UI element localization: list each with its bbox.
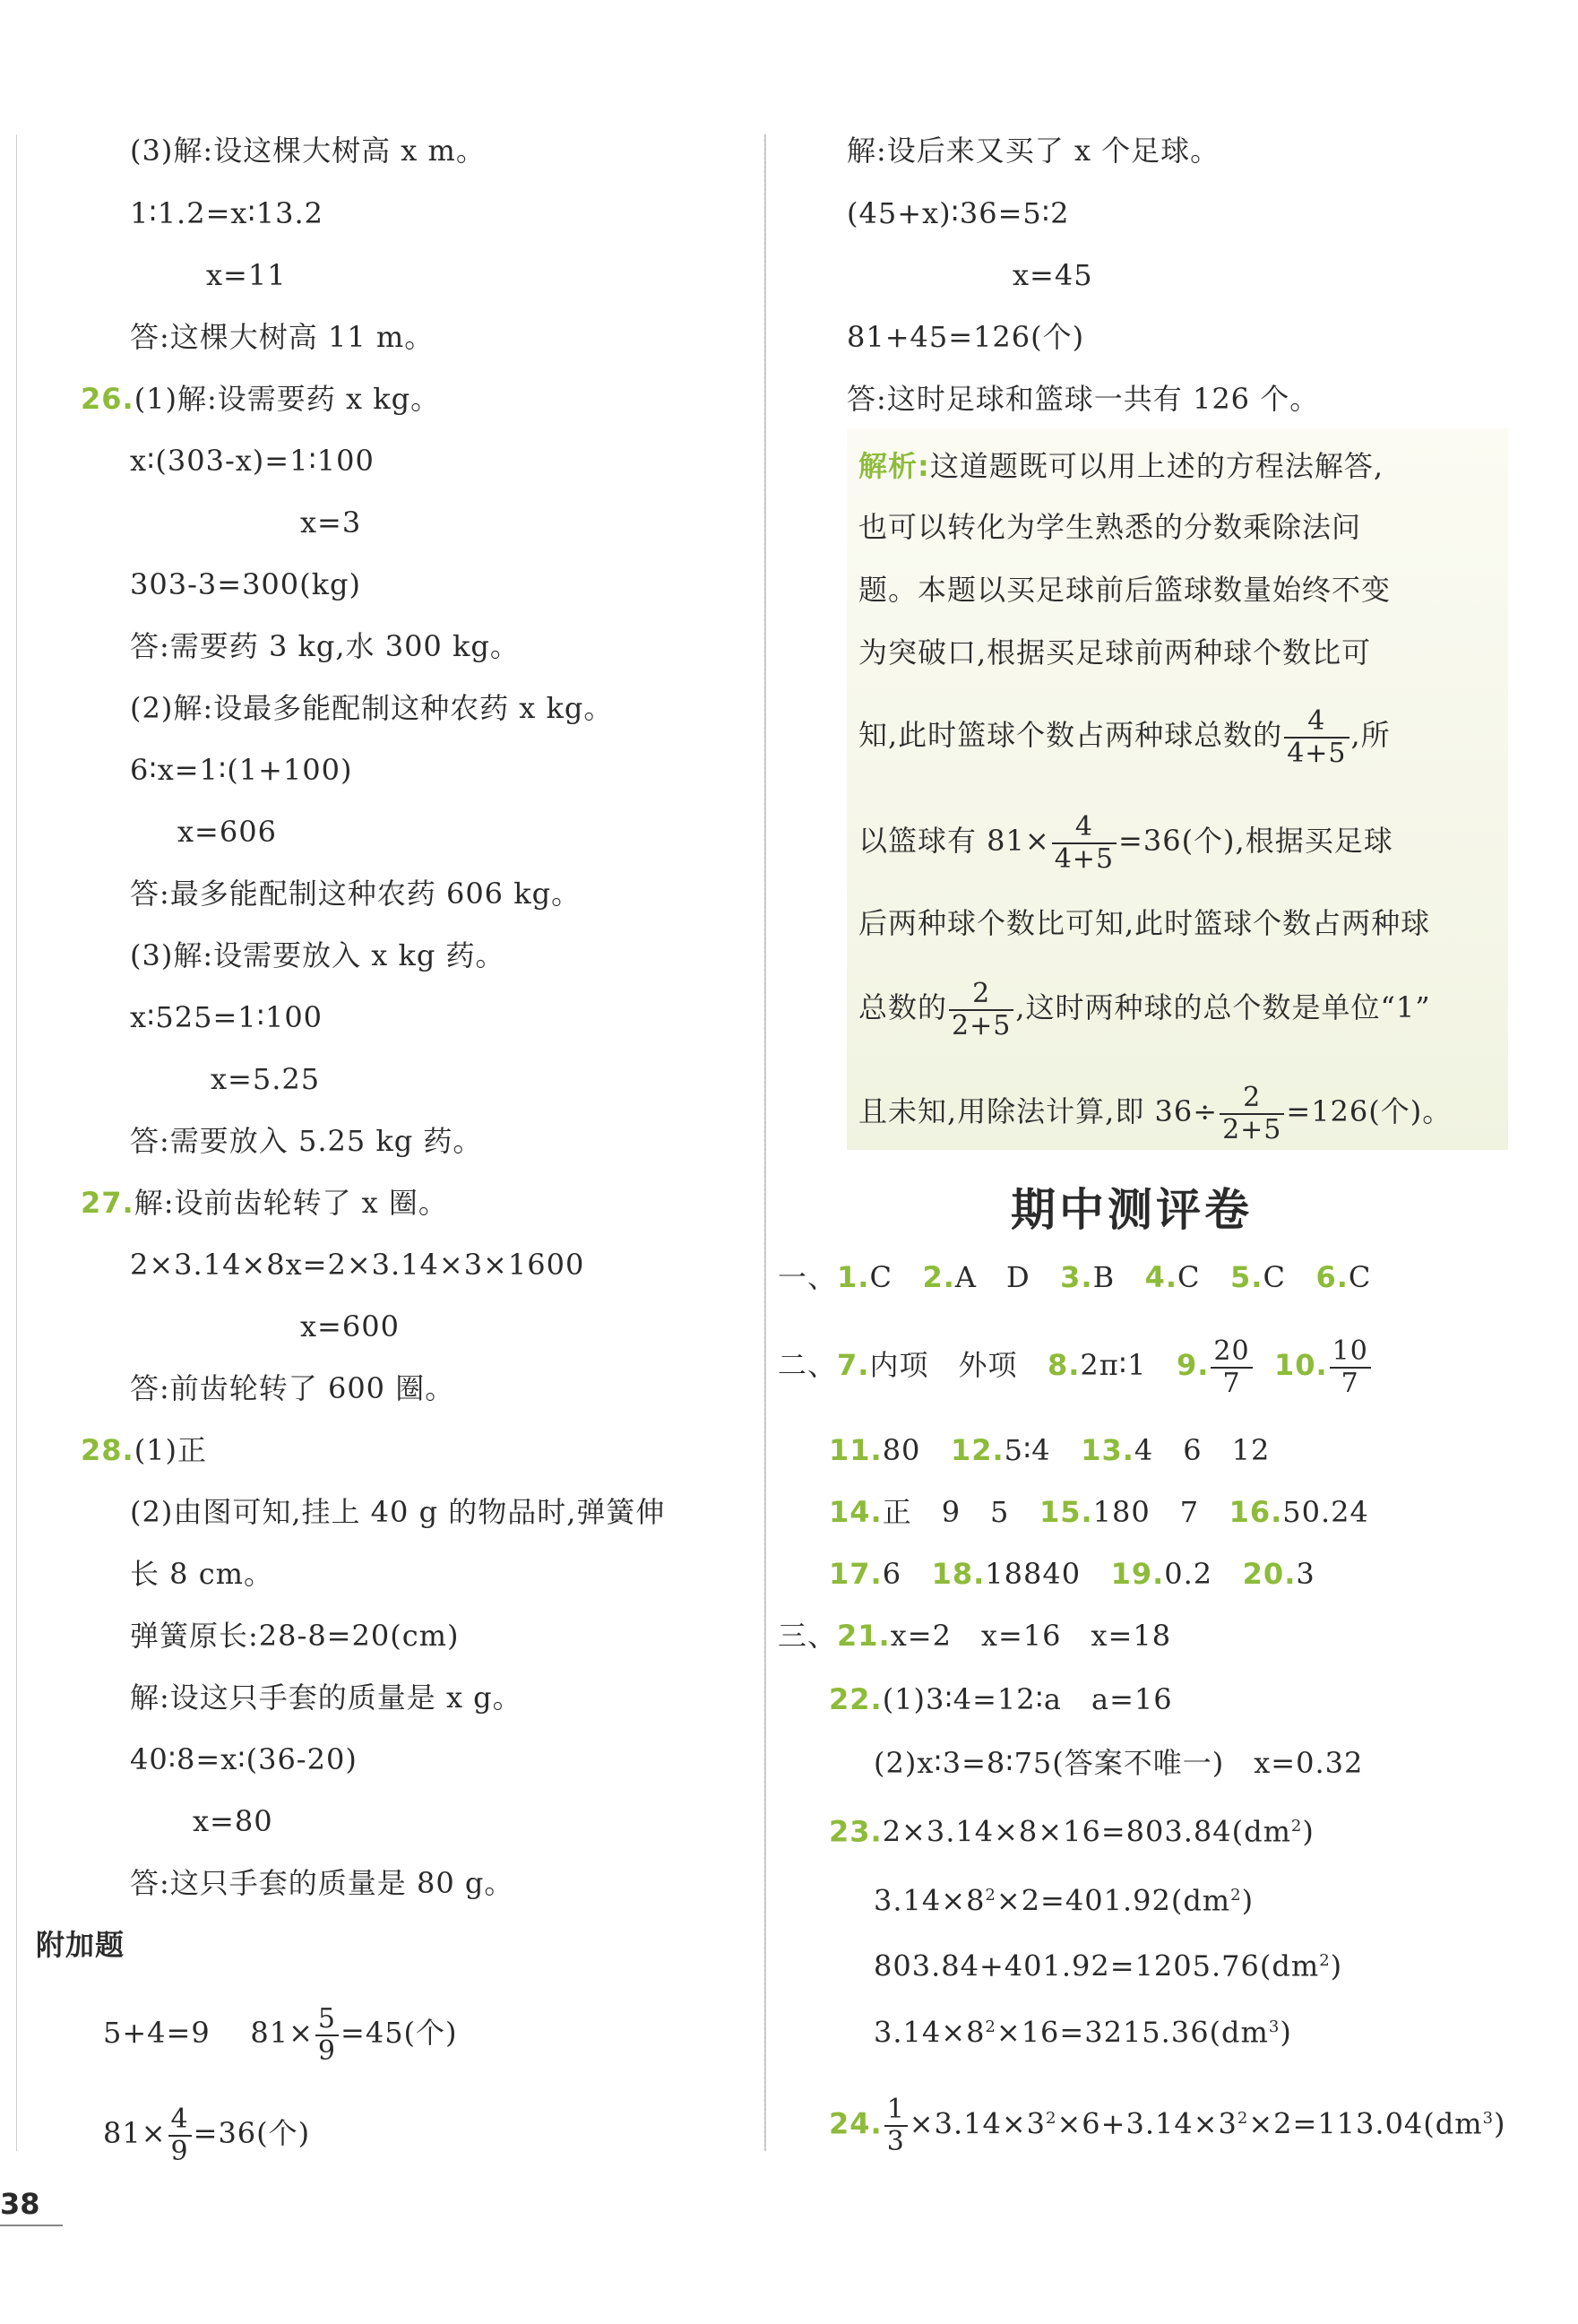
analysis-line-7: 后两种球个数比可知,此时篮球个数占两种球 <box>858 906 1431 940</box>
q26-2-equation: 6∶x=1∶(1+100) <box>130 753 353 787</box>
q27-label: 解:设前齿轮转了 x 圈。 <box>134 1186 448 1220</box>
section-3-q21: 三、21.x=2 x=16 x=18 <box>778 1619 1172 1653</box>
extra-line-1-mult: 81× <box>250 2016 314 2050</box>
section-2-row-2: 11.80 12.5∶4 13.4 6 12 <box>829 1433 1271 1467</box>
fraction: $\frac{4}{4+5}$ <box>1052 812 1117 875</box>
q26-3-solution: x=5.25 <box>211 1062 321 1096</box>
exam-title: 期中测评卷 <box>1011 1184 1253 1236</box>
q26-3-label: (3)解:设需要放入 x kg 药。 <box>130 938 505 972</box>
q25-3-answer: 答:这棵大树高 11 m。 <box>130 320 435 354</box>
r-label: 解:设后来又买了 x 个足球。 <box>847 134 1220 168</box>
q26-1-solution: x=3 <box>300 505 362 540</box>
left-margin-rule <box>16 134 17 2151</box>
analysis-line-6: 以篮球有 81× $\frac{4}{4+5}$ =36(个),根据买足球 <box>858 810 1393 875</box>
q26-2-solution: x=606 <box>177 815 277 849</box>
fraction: $\frac{5}{9}$ <box>315 2004 339 2067</box>
fraction: $\frac{4}{4+5}$ <box>1284 706 1349 769</box>
q26-3-answer: 答:需要放入 5.25 kg 药。 <box>130 1124 483 1158</box>
extra-line-1 <box>103 1997 458 2069</box>
section-1-prefix: 一、 <box>778 1260 838 1294</box>
analysis-line-8: 总数的 $\frac{2}{2+5}$ ,这时两种球的总个数是单位“1” <box>858 977 1431 1041</box>
section-1-answers: 一、1.C 2.A D 3.B 4.C 5.C 6.C <box>778 1260 1372 1294</box>
q25-3-solution: x=11 <box>206 258 287 292</box>
q23-line-1: $23.2\times 3.14\times 8\times 16=803.84(dm^2)$ <box>829 1814 1315 1849</box>
section-2-row-3: 14.正 9 5 15.180 7 16.50.24 <box>829 1495 1369 1529</box>
q28-number: 28. <box>81 1433 134 1467</box>
q27-solution: x=600 <box>300 1309 400 1343</box>
r-solution: x=45 <box>1013 258 1093 292</box>
fraction: $\frac{1}{3}$ <box>884 2095 908 2157</box>
q26-block <box>81 381 440 417</box>
column-divider <box>764 134 766 2151</box>
r-answer: 答:这时足球和篮球一共有 126 个。 <box>847 382 1320 416</box>
q25-3-equation: 1∶1.2=x∶13.2 <box>130 196 324 230</box>
analysis-line-2: 也可以转化为学生熟悉的分数乘除法问 <box>858 510 1362 544</box>
q22-2: (2)x∶3=8∶75(答案不唯一) x=0.32 <box>874 1746 1364 1780</box>
analysis-line-9: 且未知,用除法计算,即 36÷ $\frac{2}{2+5}$ =126(个)。 <box>858 1081 1453 1145</box>
page-number-underline <box>0 2225 63 2226</box>
fraction: $\frac{10}{7}$ <box>1330 1336 1371 1399</box>
q28-2-line1: (2)由图可知,挂上 40 g 的物品时,弹簧伸 <box>130 1495 666 1529</box>
q28-1: (1)正 <box>134 1433 208 1467</box>
extra-line-2-result: =36(个) <box>193 2116 311 2150</box>
q22-1: 22.(1)3∶4=12∶a a=16 <box>829 1682 1173 1716</box>
q24: 24. $\frac{1}{3}$ $\times 3.14\times 3^2\times 6+3.14\times 3^2\times 2=113.04(dm^3)$ <box>829 2094 1506 2158</box>
q23-line-3: $803.84+401.92=1205.76(dm^2)$ <box>874 1948 1343 1983</box>
q26-number: 26. <box>81 382 134 416</box>
extra-line-1-sum: 5+4=9 <box>103 2016 211 2050</box>
q25-3-label: (3)解:设这棵大树高 x m。 <box>130 134 486 168</box>
fraction: $\frac{2}{2+5}$ <box>949 979 1013 1041</box>
r-calc: 81+45=126(个) <box>847 320 1085 354</box>
q27-number: 27. <box>81 1186 134 1220</box>
extra-line-1-result: =45(个) <box>341 2016 458 2050</box>
q28-2-answer: 答:这只手套的质量是 80 g。 <box>130 1866 514 1900</box>
analysis-label: 解析: <box>858 449 930 483</box>
fraction: $\frac{2}{2+5}$ <box>1220 1083 1284 1145</box>
section-2-row-4: 17.6 18.18840 19.0.2 20.3 <box>829 1557 1315 1591</box>
q26-1-label: (1)解:设需要药 x kg。 <box>134 382 441 416</box>
analysis-line-1: 解析:这道题既可以用上述的方程法解答, <box>858 449 1384 483</box>
q27-block <box>81 1185 448 1221</box>
page-number: 38 <box>0 2187 40 2221</box>
q28-2-label: 解:设这只手套的质量是 x g。 <box>130 1680 522 1715</box>
q28-block <box>81 1432 207 1468</box>
q26-1-calc: 303-3=300(kg) <box>130 567 361 601</box>
analysis-line-5: 知,此时篮球个数占两种球总数的 $\frac{4}{4+5}$ ,所 <box>858 704 1391 769</box>
q27-equation: 2×3.14×8x=2×3.14×3×1600 <box>130 1248 585 1282</box>
q26-1-answer: 答:需要药 3 kg,水 300 kg。 <box>130 629 520 663</box>
q26-3-equation: x∶525=1∶100 <box>130 1000 323 1034</box>
analysis-line-4: 为突破口,根据买足球前两种球个数比可 <box>858 635 1372 670</box>
r-equation: (45+x)∶36=5∶2 <box>847 196 1070 230</box>
q28-2-original-length: 弹簧原长:28-8=20(cm) <box>130 1619 460 1653</box>
q23-line-4: $3.14\times 8^2\times 16=3215.36(dm^3)$ <box>874 2015 1292 2050</box>
fraction: $\frac{4}{9}$ <box>168 2104 192 2167</box>
q23-line-2: $3.14\times 8^2\times 2=401.92(dm^2)$ <box>874 1883 1255 1918</box>
q26-2-answer: 答:最多能配制这种农药 606 kg。 <box>130 877 582 911</box>
q28-2-solution: x=80 <box>193 1804 273 1838</box>
q28-2-equation: 40∶8=x∶(36-20) <box>130 1742 358 1776</box>
analysis-line-3: 题。本题以买足球前后篮球数量始终不变 <box>858 573 1392 607</box>
q28-2-line2: 长 8 cm。 <box>130 1557 273 1591</box>
q27-answer: 答:前齿轮转了 600 圈。 <box>130 1371 455 1405</box>
extra-section-title: 附加题 <box>36 1928 125 1962</box>
section-2-row-1: 二、7.内项 外项 8.2π∶1 9. $\frac{20}{7}$ 10. $\frac{10}{7}$ <box>778 1325 1373 1405</box>
extra-line-2 <box>103 2097 310 2169</box>
q26-2-label: (2)解:设最多能配制这种农药 x kg。 <box>130 691 614 725</box>
extra-line-2-mult: 81× <box>103 2116 167 2150</box>
q26-1-equation: x∶(303-x)=1∶100 <box>130 444 375 478</box>
fraction: $\frac{20}{7}$ <box>1211 1336 1252 1399</box>
